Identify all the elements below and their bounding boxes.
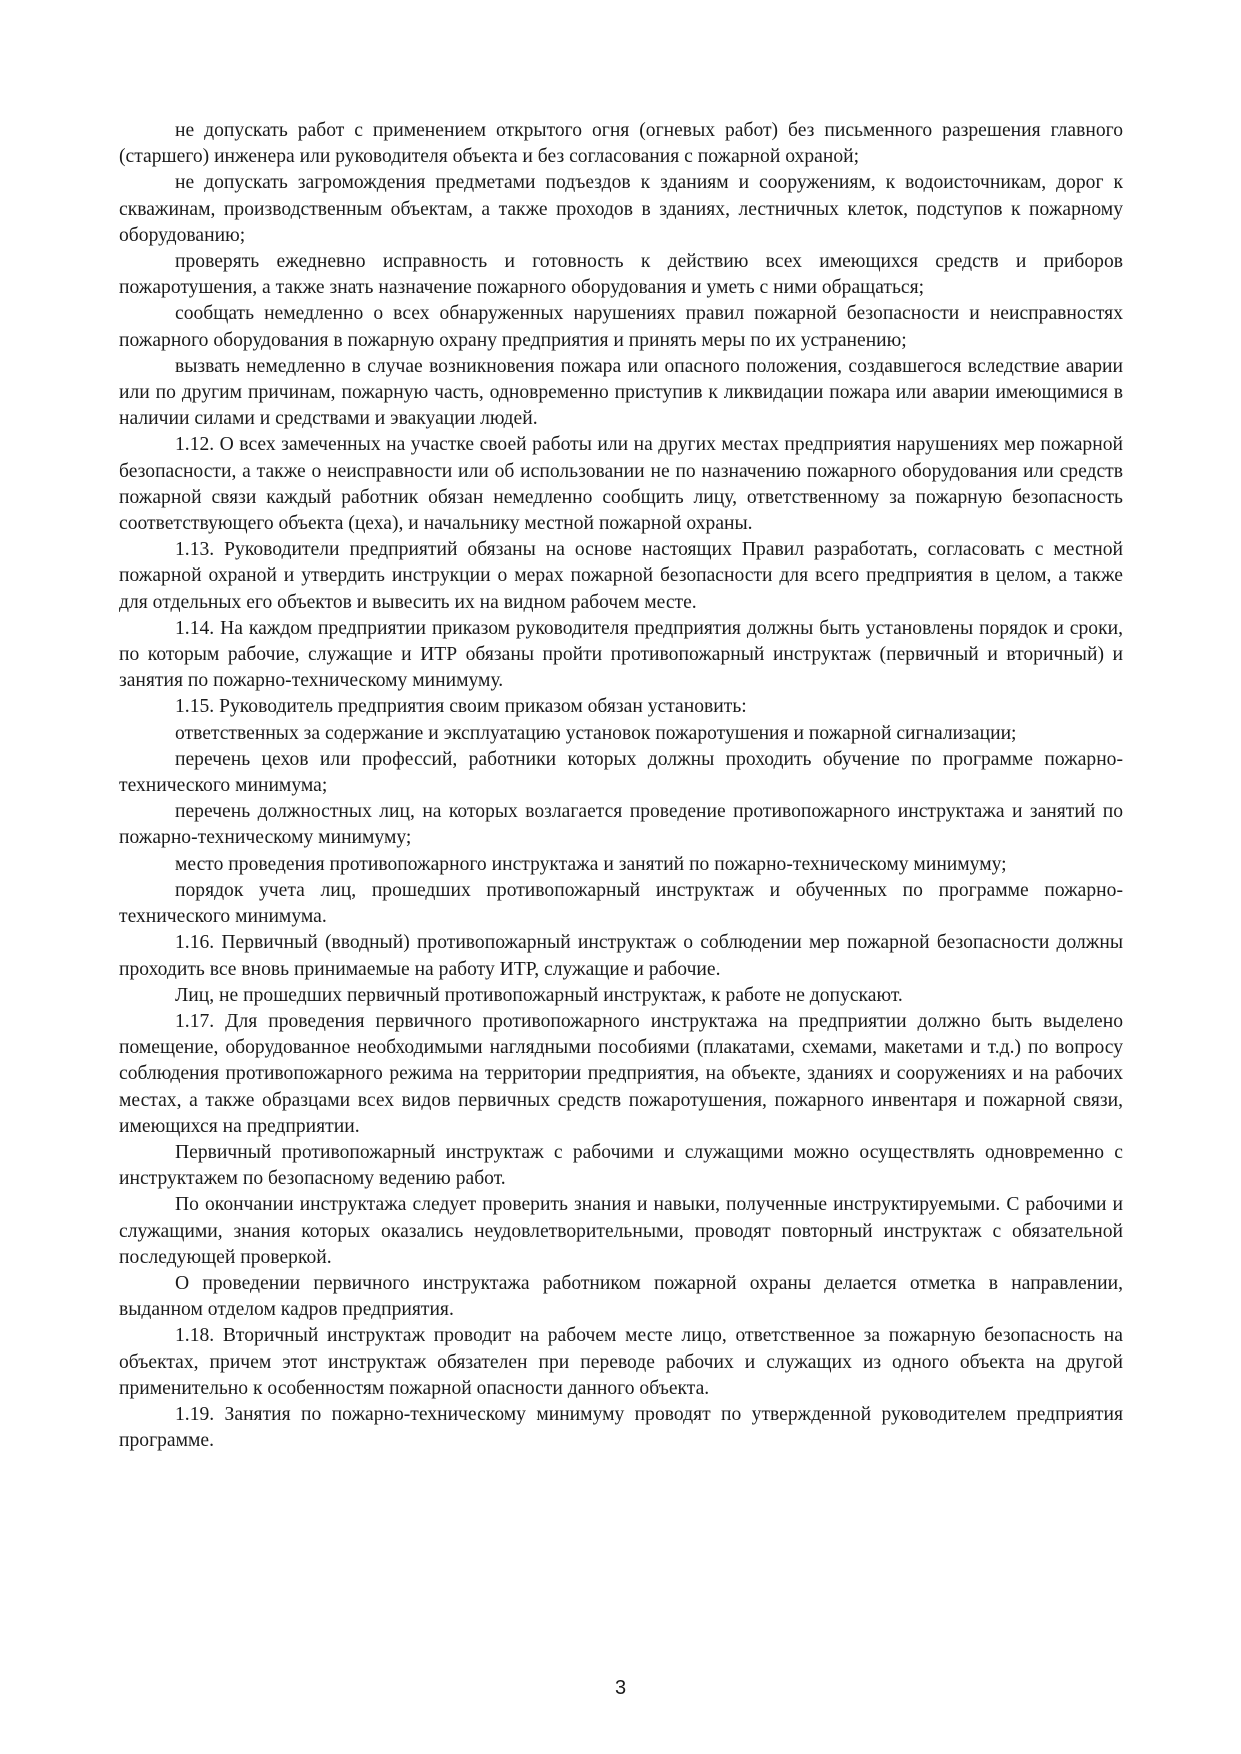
- paragraph: 1.13. Руководители предприятий обязаны на основе настоящих Правил разработать, согласовать с местной пожарной охраной и утвердить инструкции о мерах пожарной безопасности для всего предприятия в целом, а также для отдельных его объектов и вывесить их на видном рабочем месте.: [119, 539, 1123, 613]
- paragraph: перечень цехов или профессий, работники которых должны проходить обучение по программе пожарно-технического минимума;: [119, 748, 1123, 797]
- paragraph: место проведения противопожарного инструктажа и занятий по пожарно-техническому минимуму;: [175, 853, 1007, 875]
- paragraph: проверять ежедневно исправность и готовность к действию всех имеющихся средств и приборов пожаротушения, а также знать назначение пожарного оборудования и уметь с ними обращаться;: [119, 251, 1123, 299]
- paragraph: О проведении первичного инструктажа работником пожарной охраны делается отметка в направлении, выданном отделом кадров предприятия.: [119, 1272, 1123, 1321]
- paragraph: Лиц, не прошедших первичный противопожарный инструктаж, к работе не допускают.: [175, 984, 903, 1006]
- paragraph: 1.15. Руководитель предприятия своим приказом обязан установить:: [175, 696, 747, 718]
- paragraph: сообщать немедленно о всех обнаруженных нарушениях правил пожарной безопасности и неисправностях пожарного оборудования в пожарную охрану предприятия и принять меры по их устранению;: [119, 303, 1123, 351]
- document-body: [119, 118, 1123, 1454]
- paragraph: 1.19. Занятия по пожарно-техническому минимуму проводят по утвержденной руководителем предприятия программе.: [119, 1403, 1123, 1452]
- paragraph: 1.18. Вторичный инструктаж проводит на рабочем месте лицо, ответственное за пожарную безопасность на объектах, причем этот инструктаж обязателен при переводе рабочих и служащих из одного объекта на другой применительно к особенностям пожарной опасности данного объекта.: [119, 1325, 1123, 1399]
- paragraph: не допускать загромождения предметами подъездов к зданиям и сооружениям, к водоисточникам, дорог к скважинам, производственным объектам, а также проходов в зданиях, лестничных клеток, подступов к пожарному оборудованию;: [119, 172, 1123, 246]
- paragraph: 1.17. Для проведения первичного противопожарного инструктажа на предприятии должно быть выделено помещение, оборудованное необходимыми наглядными пособиями (плакатами, схемами, макетами и т.д.) по вопросу соблюдения противопожарного режима на территории предприятия, на объекте, зданиях и сооружениях и на рабочих местах, а также образцами всех видов первичных средств пожаротушения, пожарного инвентаря и пожарной связи, имеющихся на предприятии.: [119, 1010, 1123, 1137]
- paragraph: 1.12. О всех замеченных на участке своей работы или на других местах предприятия нарушениях мер пожарной безопасности, а также о неисправности или об использовании не по назначению пожарного оборудования или средств пожарной связи каждый работник обязан немедленно сообщить лицу, ответственному за пожарную безопасность соответствующего объекта (цеха), и начальнику местной пожарной охраны.: [119, 434, 1123, 535]
- paragraph: Первичный противопожарный инструктаж с рабочими и служащими можно осуществлять одновременно с инструктажем по безопасному ведению работ.: [119, 1141, 1123, 1190]
- paragraph: 1.16. Первичный (вводный) противопожарный инструктаж о соблюдении мер пожарной безопасности должны проходить все вновь принимаемые на работу ИТР, служащие и рабочие.: [119, 932, 1123, 980]
- paragraph: не допускать работ с применением открытого огня (огневых работ) без письменного разрешения главного (старшего) инженера или руководителя объекта и без согласования с пожарной охраной;: [119, 120, 1123, 168]
- paragraph: порядок учета лиц, прошедших противопожарный инструктаж и обученных по программе пожарно-технического минимума.: [119, 879, 1123, 928]
- paragraph: ответственных за содержание и эксплуатацию установок пожаротушения и пожарной сигнализации;: [175, 722, 1017, 744]
- paragraph: По окончании инструктажа следует проверить знания и навыки, полученные инструктируемыми. С рабочими и служащими, знания которых оказались неудовлетворительными, проводят повторный инструктаж с обязательной последующей проверкой.: [119, 1194, 1123, 1268]
- paragraph: 1.14. На каждом предприятии приказом руководителя предприятия должны быть установлены порядок и сроки, по которым рабочие, служащие и ИТР обязаны пройти противопожарный инструктаж (первичный и вторичный) и занятия по пожарно-техническому минимуму.: [119, 617, 1123, 692]
- page-number: 3: [614, 1677, 627, 1699]
- paragraph: перечень должностных лиц, на которых возлагается проведение противопожарного инструктажа и занятий по пожарно-техническому минимуму;: [119, 801, 1123, 849]
- paragraph: вызвать немедленно в случае возникновения пожара или опасного положения, создавшегося вследствие аварии или по другим причинам, пожарную часть, одновременно приступив к ликвидации пожара или аварии имеющимися в наличии силами и средствами и эвакуации людей.: [119, 355, 1123, 430]
